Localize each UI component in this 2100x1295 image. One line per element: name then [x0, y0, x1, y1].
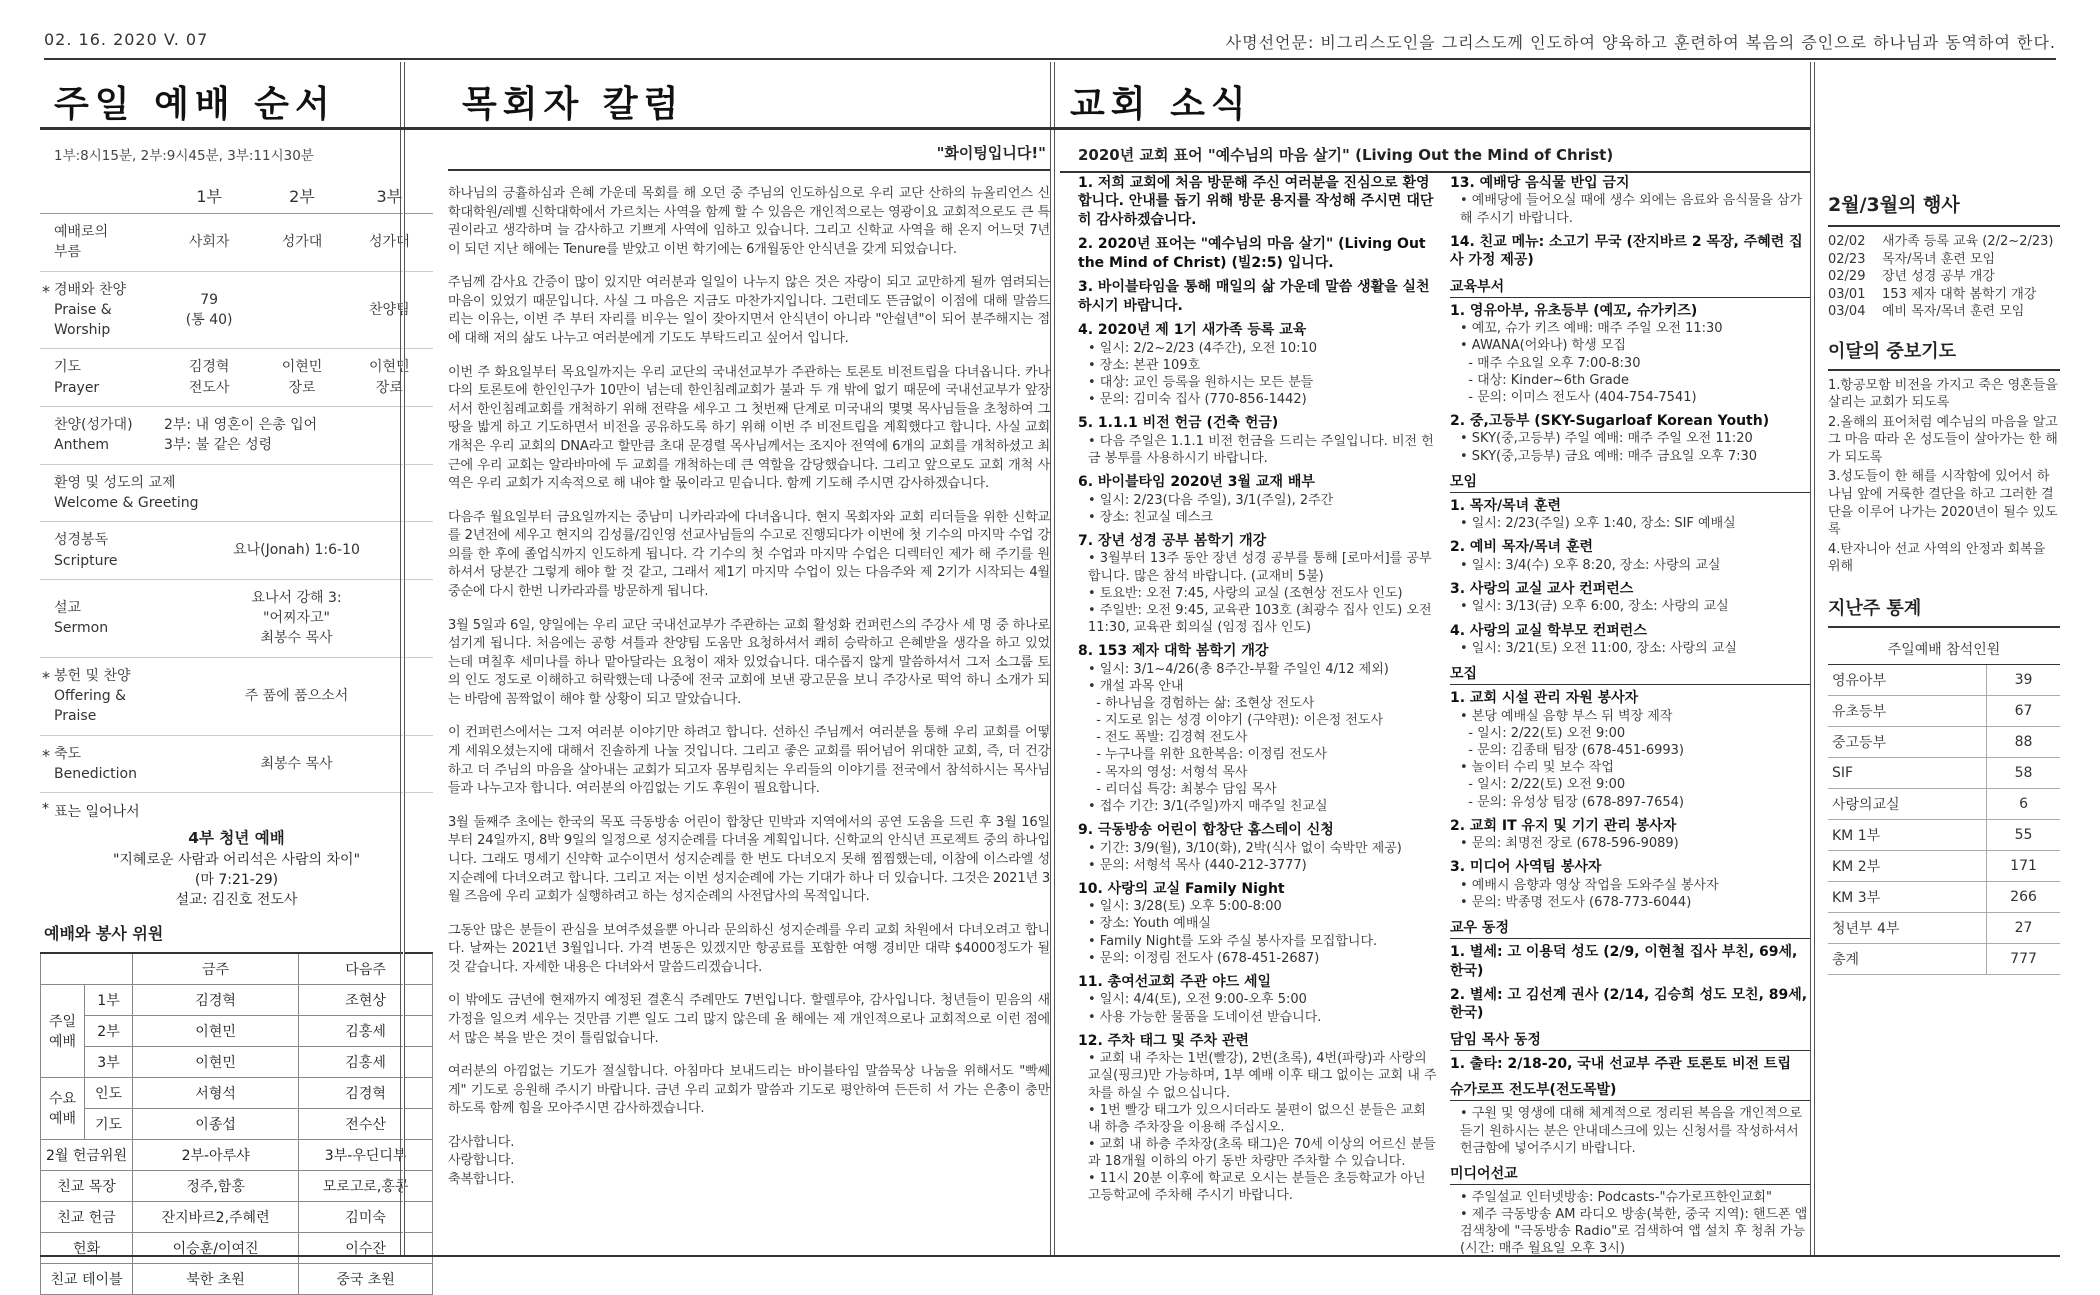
- worship-order-table: [40, 178, 433, 793]
- event-date: 03/01: [1828, 286, 1866, 302]
- news-item-line: • 일시: 3/4(수) 오후 8:20, 장소: 사랑의 교실: [1460, 557, 1721, 573]
- news-section-title: 담임 목사 동정: [1450, 1029, 1810, 1051]
- stat-value: 88: [1987, 727, 2060, 758]
- stat-value: 55: [1987, 820, 2060, 851]
- order-row: [40, 735, 433, 793]
- news-item-line: - 리더십 특강: 최봉수 담임 목사: [1088, 781, 1277, 797]
- news-item-line: • 문의: 이정림 전도사 (678-451-2687): [1088, 950, 1320, 966]
- news-item-title: 4. 2020년 제 1기 새가족 등록 교육: [1078, 322, 1307, 339]
- news-item: [1078, 1032, 1438, 1205]
- news-item-title: 13. 예배당 음식물 반입 금지: [1450, 175, 1630, 191]
- news-section-title: 슈가로프 전도부(전도목발): [1450, 1079, 1810, 1101]
- stat-label: 영유아부: [1828, 665, 1987, 696]
- service-this-week: 서형석: [133, 1077, 299, 1108]
- news-item: [1078, 821, 1438, 874]
- column-paragraph: 다음주 월요일부터 금요일까지는 중남미 니카라과에 다녀옵니다. 현지 목회자와 교회 리더들을 위한 신학교를 2년전에 세우고 현지의 김성률/김인영 선교사님들의 수고로 진행되다가 이번에 첫 기수의 마지막 수업 강의를 한 후에 졸업식까지 인도하게 됩니다. 각 기수의 첫 수업과 마지막 수업은 디렉터인 제가 해 주기를 원하셔서 당분간 그렇게 해야 할 것 같고, 그래서 제1기 마지막 수업이 있는 다음주와 제 2기가 시작되는 4월 중순에 다시 한번 니카라과를 방문하게 됩니다.: [448, 509, 1050, 599]
- news-item-title: 2. 교회 IT 유지 및 기기 관리 봉사자: [1450, 817, 1677, 834]
- news-item-line: - 일시: 2/22(토) 오전 9:00: [1460, 725, 1626, 741]
- service-this-week: 김경혁: [133, 984, 299, 1015]
- order-row: [40, 579, 433, 657]
- column-paragraph: 주님께 감사요 간증이 많이 있지만 여러분과 일일이 나누지 않은 것은 자랑이 되고 교만하게 될까 염려되는 마음이 있었기 때문입니다. 사실 그 마음은 지금도 마찬가지입니다. 그런데도 뜬금없이 이점에 대해 말씀드리는 이유는, 이번 주 부터 자리를 비우는 일이 잦아지면서 안식년이 아니라 "안쉴년"이 되어 분주해지는 점에 대해 저의 삶도 나누고 여러분에게 기도도 부탁드리고 싶어서 입니다.: [448, 275, 1050, 347]
- service-this-week: 이현민: [133, 1015, 299, 1046]
- order-item-leader: 최봉수 목사: [160, 735, 433, 793]
- news-item-title: 10. 사랑의 교실 Family Night: [1078, 880, 1285, 897]
- service-this-week: 북한 초원: [133, 1263, 299, 1294]
- news-item-title: 7. 장년 성경 공부 봄학기 개강: [1078, 532, 1267, 549]
- news-item-line: • 제주 극동방송 AM 라디오 방송(북한, 중국 지역): 핸드폰 앱 검색창에 "극동방송 Radio"로 검색하여 앱 설치 후 청취 가능 (시간: 매주 월요일 오후 3시): [1460, 1207, 1812, 1257]
- stat-value: 58: [1987, 758, 2060, 789]
- service-role: 친교 헌금: [41, 1201, 133, 1232]
- order-item-name: 성경봉독 Scripture: [40, 522, 160, 580]
- service-next-week: 이수잔: [299, 1232, 433, 1263]
- church-news-title: 교회 소식: [1050, 62, 1810, 130]
- this-week-header: 금주: [133, 953, 299, 985]
- service-column-header: 2부: [258, 178, 345, 214]
- event-row: [1828, 251, 2060, 269]
- service-next-week: 조현상: [299, 984, 433, 1015]
- news-item-line: • 교회 내 하층 주차장(초록 태그)은 70세 이상의 어르신 분들과 18개월 이하의 아기 동반 차량만 주차할 수 있습니다.: [1088, 1136, 1436, 1170]
- order-row: [40, 214, 433, 272]
- stat-row: [1828, 944, 2060, 975]
- service-this-week: 잔지바르2,주혜련: [133, 1201, 299, 1232]
- stat-row: [1828, 758, 2060, 789]
- service-group: 주일 예배: [41, 984, 85, 1077]
- news-item: [1450, 1055, 1810, 1073]
- event-desc: 예비 목자/목녀 훈련 모임: [1882, 304, 2025, 320]
- news-item-line: - 문의: 김종태 팀장 (678-451-6993): [1460, 743, 1685, 759]
- order-item-leader: 이현민 장로: [258, 349, 345, 407]
- service-next-week: 김경혁: [299, 1077, 433, 1108]
- news-item-line: • 다음 주일은 1.1.1 비전 헌금을 드리는 주일입니다. 비전 헌금 봉투를 사용하시기 바랍니다.: [1088, 433, 1434, 466]
- news-item: [1450, 858, 1810, 911]
- news-item: [1078, 642, 1438, 815]
- prayer-item: 2.올해의 표어처럼 예수님의 마음을 알고 그 마음 따라 온 성도들이 살아가는 한 해가 되도록: [1828, 414, 2058, 465]
- news-left: [1078, 174, 1438, 1211]
- news-item-title: 2. 2020년 표어는 "예수님의 마음 살기" (Living Out the Mind of Christ) (빌2:5) 입니다.: [1078, 236, 1426, 271]
- stat-row: [1828, 882, 2060, 913]
- column-body: [448, 185, 1050, 1190]
- news-item-line: • 예꼬, 슈가 키즈 예배: 매주 주일 오전 11:30: [1460, 321, 1723, 337]
- order-item-name: 예배로의 부름: [40, 214, 160, 272]
- stat-value: 39: [1987, 665, 2060, 696]
- order-item-leader: 성가대: [346, 214, 433, 272]
- news-item-line: - 매주 수요일 오후 7:00-8:30: [1460, 355, 1641, 371]
- stat-label: 유초등부: [1828, 696, 1987, 727]
- news-item-title: 11. 총여선교회 주관 야드 세일: [1078, 973, 1272, 990]
- column-paragraph: 감사합니다. 사랑합니다. 축복합니다.: [448, 1134, 515, 1188]
- news-item-line: • 주일설교 인터넷방송: Podcasts-"슈가로프한인교회": [1460, 1189, 1772, 1205]
- service-row: [41, 1232, 433, 1263]
- service-next-week: 3부-우딘디부: [299, 1139, 433, 1170]
- news-item: [1450, 412, 1810, 465]
- news-item-line: - 하나님을 경험하는 삶: 조현상 전도사: [1088, 695, 1315, 711]
- event-desc: 153 제자 대학 봄학기 개강: [1882, 286, 2037, 302]
- service-next-week: 김홍세: [299, 1046, 433, 1077]
- order-item-name: 설교 Sermon: [40, 579, 160, 657]
- order-item-leader: [258, 271, 345, 349]
- news-item-line: • 사용 가능한 물품을 도네이션 받습니다.: [1088, 1009, 1322, 1025]
- stat-label: SIF: [1828, 758, 1987, 789]
- news-item: [1078, 414, 1438, 467]
- news-item-line: • AWANA(어와나) 학생 모집: [1460, 338, 1626, 354]
- news-item: [1078, 532, 1438, 636]
- news-item-title: 3. 바이블타임을 통해 매일의 삶 가운데 말씀 생활을 실천하시기 바랍니다.: [1078, 279, 1430, 314]
- attendance-header: 주일예배 참석인원: [1828, 634, 2060, 665]
- news-item-title: 1. 출타: 2/18-20, 국내 선교부 주관 토론토 비전 트립: [1450, 1055, 1791, 1072]
- order-item-leader: 김경혁 전도사: [160, 349, 258, 407]
- news-item-title: 2. 중,고등부 (SKY-Sugarloaf Korean Youth): [1450, 412, 1770, 429]
- news-item-title: 6. 바이블타임 2020년 3월 교재 배부: [1078, 474, 1315, 491]
- news-item-title: 12. 주차 태그 및 주차 관련: [1078, 1032, 1249, 1049]
- church-news-column: [1050, 62, 1810, 1255]
- service-next-week: 김홍세: [299, 1015, 433, 1046]
- service-next-week: 중국 초원: [299, 1263, 433, 1294]
- news-item-line: • 대상: 교인 등록을 원하시는 모든 분들: [1088, 375, 1314, 391]
- footer-rule: [40, 1255, 2060, 1257]
- news-item: [1450, 302, 1810, 406]
- news-item-title: 1. 목자/목녀 훈련: [1450, 497, 1562, 514]
- youth-title: 4부 청년 예배: [188, 829, 285, 848]
- news-item-line: - 목자의 영성: 서형석 목사: [1088, 764, 1248, 780]
- youth-service: [40, 821, 433, 910]
- news-item-line: • 예배시 음향과 영상 작업을 도와주실 봉사자: [1460, 877, 1719, 893]
- event-row: [1828, 286, 2060, 304]
- stat-row: [1828, 851, 2060, 882]
- news-item-line: - 대상: Kinder~6th Grade: [1460, 372, 1629, 388]
- news-item-line: • 일시: 3/28(토) 오후 5:00-8:00: [1088, 899, 1282, 915]
- news-item-line: - 문의: 이미스 전도사 (404-754-7541): [1460, 389, 1697, 405]
- news-section-title: 교우 동정: [1450, 917, 1810, 939]
- news-item-line: • 장소: 친교실 데스크: [1088, 509, 1213, 525]
- stat-row: [1828, 696, 2060, 727]
- stat-row: [1828, 665, 2060, 696]
- prayer-title: 이달의 중보기도: [1828, 321, 2060, 371]
- news-item: [1450, 580, 1810, 616]
- service-role: 인도: [85, 1077, 133, 1108]
- service-this-week: 이승훈/이여진: [133, 1232, 299, 1263]
- news-item: [1078, 235, 1438, 272]
- news-item-line: • 토요반: 오전 7:45, 사랑의 교실 (조현상 전도사 인도): [1088, 585, 1403, 601]
- news-item: [1450, 986, 1810, 1023]
- event-date: 03/04: [1828, 304, 1866, 320]
- service-column-header: 1부: [160, 178, 258, 214]
- event-date: 02/02: [1828, 234, 1866, 249]
- news-item-line: • 문의: 서형석 목사 (440-212-3777): [1088, 857, 1307, 873]
- news-item-line: • 장소: 본관 109호: [1088, 357, 1201, 373]
- event-desc: 목자/목녀 훈련 모임: [1882, 251, 1996, 267]
- news-item-line: • 문의: 최명전 장로 (678-596-9089): [1460, 836, 1679, 852]
- news-item: [1450, 233, 1810, 270]
- stat-value: 27: [1987, 913, 2060, 944]
- news-item-line: • 일시: 4/4(토), 오전 9:00-오후 5:00: [1088, 992, 1307, 1008]
- news-item: [1450, 689, 1810, 810]
- stand-note: * 표는 일어나서: [40, 793, 433, 821]
- stat-value: 171: [1987, 851, 2060, 882]
- order-row: [40, 657, 433, 735]
- service-this-week: 이현민: [133, 1046, 299, 1077]
- column-paragraph: 그동안 많은 분들이 관심을 보여주셨을뿐 아니라 문의하신 성지순례를 우리 교회 차원에서 다녀오려고 합니다. 날짜는 2021년 3월입니다. 가격 변동은 있겠지만 항공료를 포함한 여행 경비만 대략 $4000정도가 될 것 같습니다. 자세한 내용은 다녀와서 말씀드리겠습니다.: [448, 922, 1050, 975]
- news-item-line: • 구원 및 영생에 대해 체계적으로 정리된 복음을 개인적으로 듣기 원하시는 분은 안내데스크에 있는 신청서를 작성하셔서 헌금함에 넣어주시기 바랍니다.: [1460, 1106, 1807, 1156]
- order-item-name: * 축도 Benediction: [40, 735, 160, 793]
- youth-scripture: (마 7:21-29): [194, 872, 279, 888]
- bulletin-frame: [40, 62, 2060, 1288]
- pastor-column-title: 목회자 칼럼: [400, 62, 1050, 130]
- column-subtitle: "화이팅입니다!": [448, 140, 1050, 171]
- news-item-line: • SKY(중,고등부) 주일 예배: 매주 주일 오전 11:20: [1460, 431, 1753, 447]
- page-header: [44, 22, 2056, 58]
- news-item-line: • 일시: 2/23(주일) 오후 1:40, 장소: SIF 예배실: [1460, 516, 1736, 532]
- youth-preacher: 설교: 김진호 전도사: [175, 892, 298, 909]
- column-paragraph: 이 컨퍼런스에서는 그저 여러분 이야기만 하려고 합니다. 선하신 주님께서 여러분을 통해 우리 교회를 어떻게 세워오셨는지에 대해서 진솔하게 나눌 것입니다. 그리고 좋은 교회를 뛰어넘어 위대한 교회, 즉, 더 건강하고 더 주님의 마음을 살아내는 교회가 되고자 몸부림치는 우리들의 이야기를 전국에서 참석하시는 목사님들과 나누고자 합니다. 여러분의 아낌없는 기도 후원이 필요합니다.: [448, 725, 1050, 797]
- service-times: 1부:8시15분, 2부:9시45분, 3부:11시30분: [54, 148, 314, 164]
- service-column-header: 3부: [346, 178, 433, 214]
- stat-label: KM 2부: [1828, 851, 1987, 882]
- prayer-list: [1828, 377, 2060, 576]
- news-item: [1450, 817, 1810, 853]
- service-committee-title: 예배와 봉사 위원: [44, 923, 164, 943]
- column-paragraph: 이 밖에도 금년에 현재까지 예정된 결혼식 주례만도 7번입니다. 할렐루야, 감사입니다. 청년들이 믿음의 새가정을 일으켜 세우는 것만큼 기쁜 일도 그리 많지 않은데 올 해에는 제 개인적으로나 교회적으로 이런 점에서 많은 복을 받은 것이 틀림없습니다.: [448, 993, 1050, 1046]
- service-role: 1부: [85, 984, 133, 1015]
- news-item-line: • 본당 예배실 음향 부스 뒤 벽장 제작: [1460, 708, 1673, 724]
- news-item-title: 3. 사랑의 교실 교사 컨퍼런스: [1450, 581, 1634, 597]
- news-item: [1078, 321, 1438, 408]
- events-list: [1828, 233, 2060, 321]
- news-item-title: 2. 별세: 고 김선계 권사 (2/14, 김승희 성도 모친, 89세, 한국): [1450, 987, 1808, 1022]
- order-item-leader: 요나서 강해 3: "어찌자고" 최봉수 목사: [160, 579, 433, 657]
- order-item-name: * 경배와 찬양 Praise & Worship: [40, 271, 160, 349]
- service-next-week: 모로고로,홍콩: [299, 1170, 433, 1201]
- column-paragraph: 3월 5일과 6일, 양일에는 우리 교단 국내선교부가 주관하는 교회 활성화 컨퍼런스의 주강사 세 명 중 하나로 섬기게 됩니다. 처음에는 공항 셔틀과 찬양팀 도움만 요청하셔서 쾌히 승락하고 은혜받을 생각을 하고 있었는데 며칠후 세미나를 하나 맡아달라는 요청이 재차 있었습니다. 대수롭지 않게 말씀하셔서 그저 소그룹 토의 인도 정도로 이해하고 허락했는데 나중에 전국 교회에 보낸 광고문을 보니 주강사로 떡억 하니 소개가 되는 바람에 꼼짝없이 해야 할 상황이 되고 말았습니다.: [448, 617, 1050, 707]
- issue-date: 02. 16. 2020 V. 07: [44, 30, 209, 49]
- service-this-week: 2부-아루샤: [133, 1139, 299, 1170]
- service-row: [41, 1077, 433, 1108]
- news-item-line: • 문의: 김미숙 집사 (770-856-1442): [1088, 392, 1307, 408]
- service-next-week: 김미숙: [299, 1201, 433, 1232]
- event-desc: 장년 성경 공부 개강: [1882, 269, 1995, 285]
- order-item-leader: 요나(Jonah) 1:6-10: [160, 522, 433, 580]
- stat-value: 777: [1987, 944, 2060, 975]
- news-item-line: • 예배당에 들어오실 때에 생수 외에는 음료와 음식물을 삼가 해 주시기 바랍니다.: [1460, 193, 1807, 226]
- event-row: [1828, 303, 2060, 321]
- news-item-line: • 일시: 2/23(다음 주일), 3/1(주일), 2주간: [1088, 492, 1334, 508]
- order-item-leader: 2부: 내 영혼이 은총 입어 3부: 불 같은 성령: [160, 407, 433, 465]
- news-item-title: 5. 1.1.1 비전 헌금 (건축 헌금): [1078, 415, 1279, 432]
- column-paragraph: 3월 둘째주 초에는 한국의 목포 극동방송 어린이 합창단 민박과 지역에서의 공연 도움을 드린 후 3월 16일부터 24일까지, 8박 9일의 일정으로 성지순례를 다녀올 계획입니다. 신학교의 안식년 프로젝트 중의 하나입니다. 그래도 명세기 신약학 교수이면서 성지순례를 한 번도 다녀오지 못해 찜찜했는데, 이참에 이스라엘 성지순례에 다녀오려고 합니다. 그리고 저는 이번 성지순례에 가는 기대가 하나 더 있습니다. 그것은 2021년 3월 즈음에 우리 교회가 실행하려고 하는 성지순례의 사전답사의 목적입니다.: [448, 814, 1050, 905]
- events-title: 2월/3월의 행사: [1828, 62, 2060, 227]
- service-role: 헌화: [41, 1232, 133, 1263]
- column-paragraph: 여러분의 아낌없는 기도가 절실합니다. 아침마다 보내드리는 바이블타임 말씀묵상 나눔을 위해서도 "빡쎄게" 기도로 응원해 주시기 바랍니다. 금년 우리 교회가 말씀과 기도로 평안하여 든든히 서 가는 은총이 충만하도록 함께 힘을 모아주시면 감사하겠습니다.: [448, 1064, 1050, 1117]
- news-item: [1078, 473, 1438, 526]
- news-item-line: • 놀이터 수리 및 보수 작업: [1460, 760, 1614, 776]
- service-row: [41, 1108, 433, 1139]
- stat-label: 사랑의교실: [1828, 789, 1987, 820]
- order-row: [40, 271, 433, 349]
- news-item-line: - 전도 폭발: 김경혁 전도사: [1088, 730, 1248, 746]
- stat-row: [1828, 913, 2060, 944]
- news-item: [1078, 278, 1438, 315]
- service-role: 2부: [85, 1015, 133, 1046]
- service-this-week: 이종섭: [133, 1108, 299, 1139]
- order-item-leader: 성가대: [258, 214, 345, 272]
- service-row: [41, 1170, 433, 1201]
- news-item-title: 1. 저희 교회에 처음 방문해 주신 여러분을 진심으로 환영합니다. 안내를 돕기 위해 방문 용지를 작성해 주시면 대단히 감사하겠습니다.: [1078, 175, 1434, 228]
- news-section-title: 모집: [1450, 663, 1810, 685]
- stat-label: 총계: [1828, 944, 1987, 975]
- news-item-title: 1. 영유아부, 유초등부 (예꼬, 슈가키즈): [1450, 302, 1698, 319]
- order-row: [40, 407, 433, 465]
- order-item-leader: 주 품에 품으소서: [160, 657, 433, 735]
- stat-label: 청년부 4부: [1828, 913, 1987, 944]
- news-item-title: 14. 친교 메뉴: 소고기 무국 (잔지바르 2 목장, 주혜련 집사 가정 제공): [1450, 233, 1803, 269]
- news-item-line: - 문의: 유성상 팀장 (678-897-7654): [1460, 794, 1685, 810]
- news-item-line: • 일시: 3/1~4/26(총 8주간-부활 주일인 4/12 제외): [1088, 661, 1389, 677]
- news-item-line: • 장소: Youth 예배실: [1088, 916, 1211, 932]
- column-paragraph: 하나님의 긍휼하심과 은혜 가운데 목회를 해 오던 중 주님의 인도하심으로 우리 교단 산하의 뉴올리언스 신학대학원/레벨 신학대학에서 가르치는 사역을 함께 할 수 있음은 개인적으로는 영광이요 교회적으로도 큰 특권이라고 생각하며 늘 감사하고 기쁘게 사역에 임하고 있습니다. 그리고 신학교 사역을 해 온지 어느덧 7년이 되던 지난 해에는 Tenure를 받았고 이번 학기에는 6개월동안 안식년을 갖게 되었습니다.: [448, 186, 1050, 257]
- service-group: 수요 예배: [41, 1077, 85, 1139]
- stat-value: 67: [1987, 696, 2060, 727]
- stat-label: 중고등부: [1828, 727, 1987, 758]
- news-item-line: • 교회 내 주차는 1번(빨강), 2번(초록), 4번(파랑)과 사랑의 교실(핑크)만 가능하며, 1부 예배 이후 태그 없이는 교회 내 주차를 하실 수 없으십니다.: [1088, 1051, 1437, 1101]
- service-row: [41, 984, 433, 1015]
- order-item-leader: 79 (통 40): [160, 271, 258, 349]
- service-row: [41, 1015, 433, 1046]
- prayer-item: 4.탄자니아 선교 사역의 안정과 회복을 위해: [1828, 541, 2046, 575]
- news-item: [1450, 622, 1810, 658]
- order-item-name: 찬양(성가대) Anthem: [40, 407, 160, 465]
- news-item-line: • 11시 20분 이후에 학교로 오시는 분들은 초등학교가 아닌 고등학교에 주차해 주시기 바랍니다.: [1088, 1171, 1430, 1204]
- order-item-name: 환영 및 성도의 교제 Welcome & Greeting: [40, 464, 433, 522]
- news-item-title: 3. 미디어 사역팀 봉사자: [1450, 859, 1602, 876]
- service-role: 2월 헌금위원: [41, 1139, 133, 1170]
- service-committee-table: [40, 952, 433, 1295]
- news-item-line: • 일시: 3/13(금) 오후 6:00, 장소: 사랑의 교실: [1460, 599, 1729, 615]
- order-row: [40, 464, 433, 522]
- pastor-column: [400, 62, 1050, 1255]
- news-item: [1450, 174, 1810, 227]
- news-item-line: - 지도로 읽는 성경 이야기 (구약편): 이은정 전도사: [1088, 713, 1384, 729]
- news-item-title: 9. 극동방송 어린이 합창단 홈스테이 신청: [1078, 822, 1334, 839]
- news-item-title: 4. 사랑의 교실 학부모 컨퍼런스: [1450, 622, 1647, 639]
- news-item-line: • 기간: 3/9(월), 3/10(화), 2박(식사 없이 숙박만 제공): [1088, 840, 1402, 856]
- church-theme: 2020년 교회 표어 "예수님의 마음 살기" (Living Out the Mind of Christ): [1060, 140, 1810, 173]
- service-this-week: 정주,함홍: [133, 1170, 299, 1201]
- news-item-title: 1. 별세: 고 이용덕 성도 (2/9, 이현철 집사 부친, 69세, 한국): [1450, 944, 1798, 979]
- news-item-line: • SKY(중,고등부) 금요 예배: 매주 금요일 오후 7:30: [1460, 448, 1758, 464]
- news-item-line: • Family Night를 도와 주실 봉사자를 모집합니다.: [1088, 933, 1378, 949]
- stat-value: 266: [1987, 882, 2060, 913]
- news-item-line: - 누구나를 위한 요한복음: 이정림 전도사: [1088, 747, 1327, 763]
- news-item: [1078, 174, 1438, 229]
- header-rule: [44, 58, 2056, 60]
- news-item: [1450, 1189, 1810, 1258]
- news-item-title: 2. 예비 목자/목녀 훈련: [1450, 539, 1593, 556]
- news-item-line: • 문의: 박종명 전도사 (678-773-6044): [1460, 894, 1692, 910]
- event-desc: 새가족 등록 교육 (2/2~2/23): [1882, 234, 2054, 249]
- column-paragraph: 이번 주 화요일부터 목요일까지는 우리 교단의 국내선교부가 주관하는 토론토 비전트립을 다녀옵니다. 카나다의 토론토에 한인인구가 10만이 넘는데 한인침례교회가 불과 두 개 밖에 없기 때문에 국내선교부가 앞장서서 한인침례교회를 개척하기 위해 전략을 세우고 그 첫번째 단계로 미국내의 몇몇 목사님들을 초청하여 그 땅을 밟게 하고 기도하면서 비전을 공유하도록 하기 위해 이번 주 비전트립을 계획했다고 합니다. 사실 교회 개척은 우리 교회의 DNA라고 할만큼 초대 문경렬 목사님께서는 조지아 전역에 6개의 교회를 개척하셨고 최근에 우리 교회는 알라바마에 두 교회를 개척하는데 큰 역할을 감당했습니다. 그리고 앞으로도 교회 개척 사역은 우리 교회가 지속적으로 해 내야 할 몫이라고 믿습니다. 함께 기도해 주시면 감사하겠습니다.: [448, 364, 1050, 492]
- order-item-name: 기도 Prayer: [40, 349, 160, 407]
- mission-statement: 사명선언문: 비그리스도인을 그리스도께 인도하여 양육하고 훈련하여 복음의 증인으로 하나님과 동역하여 한다.: [1225, 33, 2056, 52]
- news-item-title: 1. 교회 시설 관리 자원 봉사자: [1450, 690, 1639, 707]
- order-item-name: * 봉헌 및 찬양 Offering & Praise: [40, 657, 160, 735]
- news-item-line: • 접수 기간: 3/1(주일)까지 매주일 친교실: [1088, 798, 1328, 814]
- service-role: 친교 목장: [41, 1170, 133, 1201]
- news-item: [1078, 880, 1438, 967]
- worship-order-column: [40, 62, 433, 1288]
- news-item-line: • 일시: 3/21(토) 오전 11:00, 장소: 사랑의 교실: [1460, 641, 1737, 657]
- stat-label: KM 3부: [1828, 882, 1987, 913]
- stat-row: [1828, 789, 2060, 820]
- service-role: 3부: [85, 1046, 133, 1077]
- news-item: [1078, 973, 1438, 1026]
- order-item-leader: 찬양팀: [346, 271, 433, 349]
- youth-sermon-title: "지혜로운 사람과 어리석은 사람의 차이": [112, 851, 361, 868]
- worship-order-title: 주일 예배 순서: [40, 62, 433, 130]
- service-next-week: 전수산: [299, 1108, 433, 1139]
- news-item: [1450, 1105, 1810, 1156]
- order-item-leader: 이현민 장로: [346, 349, 433, 407]
- stat-row: [1828, 820, 2060, 851]
- order-row: [40, 522, 433, 580]
- order-item-leader: 사회자: [160, 214, 258, 272]
- news-item: [1450, 538, 1810, 574]
- sidebar-column: [1810, 62, 2060, 1255]
- news-section-title: 미디어선교: [1450, 1163, 1810, 1185]
- next-week-header: 다음주: [299, 953, 433, 985]
- news-section-title: 교육부서: [1450, 276, 1810, 298]
- prayer-item: 3.성도들이 한 해를 시작함에 있어서 하나님 앞에 거룩한 결단을 하고 그러한 결단을 이루어 나가는 2020년이 될수 있도록: [1828, 469, 2058, 538]
- attendance-table: [1828, 634, 2060, 976]
- service-row: [41, 1139, 433, 1170]
- news-item-line: • 일시: 2/2~2/23 (4주간), 오전 10:10: [1088, 340, 1318, 356]
- news-section-title: 모임: [1450, 471, 1810, 493]
- news-item-line: • 1번 빨강 태그가 있으시더라도 불편이 없으신 분들은 교회 내 하층 주차장을 이용해 주십시오.: [1088, 1102, 1430, 1135]
- news-item-line: • 개설 과목 안내: [1088, 678, 1184, 694]
- service-row: [41, 1046, 433, 1077]
- order-row: [40, 349, 433, 407]
- event-row: [1828, 268, 2060, 286]
- service-row: [41, 1263, 433, 1294]
- news-item: [1450, 497, 1810, 533]
- stats-title: 지난주 통계: [1828, 578, 2060, 628]
- stat-row: [1828, 727, 2060, 758]
- stat-value: 6: [1987, 789, 2060, 820]
- service-role: 친교 테이블: [41, 1263, 133, 1294]
- service-row: [41, 1201, 433, 1232]
- news-item-title: 8. 153 제자 대학 봄학기 개강: [1078, 643, 1269, 660]
- stat-label: KM 1부: [1828, 820, 1987, 851]
- news-right: [1450, 174, 1810, 1264]
- service-role: 기도: [85, 1108, 133, 1139]
- event-row: [1828, 233, 2060, 251]
- news-item: [1450, 943, 1810, 980]
- prayer-item: 1.항공모함 비전을 가지고 죽은 영혼들을 살리는 교회가 되도록: [1828, 377, 2058, 411]
- news-item-line: - 일시: 2/22(토) 오전 9:00: [1460, 777, 1626, 793]
- news-item-line: • 주일반: 오전 9:45, 교육관 103호 (최광수 집사 인도) 오전 11:30, 교육관 회의실 (임정 집사 인도): [1088, 602, 1436, 636]
- event-date: 02/29: [1828, 269, 1866, 285]
- event-date: 02/23: [1828, 251, 1866, 267]
- news-item-line: • 3월부터 13주 동안 장년 성경 공부를 통해 [로마서]를 공부합니다. 많은 참석 바랍니다. (교재비 5불): [1088, 551, 1432, 584]
